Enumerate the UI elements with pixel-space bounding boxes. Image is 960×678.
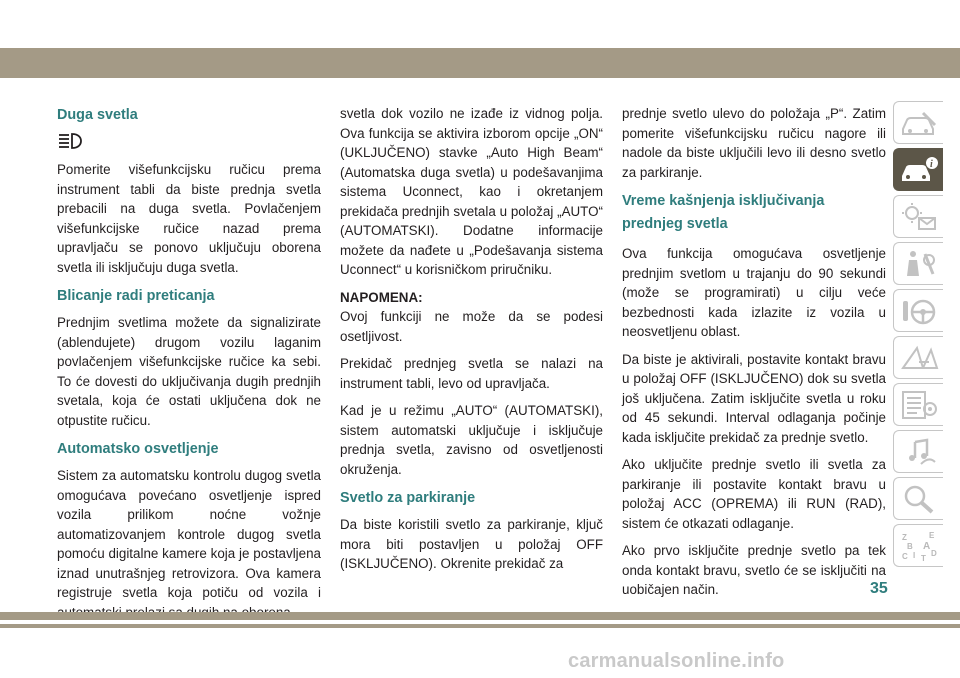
tab-steering-wheel[interactable]	[893, 289, 943, 332]
paragraph-delay-4: Ako prvo isključite prednje svetlo pa tek onda kontakt bravu, svetlo će se isključiti na uobičajen način.	[622, 543, 886, 597]
paragraph-auto-mode: Kad je u režimu „AUTO“ (AUTOMATSKI), sistem automatski uključuje i isključuje prednja svetla, zavisno od osvetljenosti okruženja.	[340, 403, 603, 477]
index-letter-b: B	[906, 541, 913, 551]
heading-parking-light: Svetlo za parkiranje	[340, 490, 476, 506]
index-letter-a: A	[922, 540, 930, 552]
tab-maintenance-checklist[interactable]	[893, 383, 943, 426]
tab-multimedia[interactable]	[893, 430, 943, 473]
chapter-tabs	[893, 101, 943, 571]
footer-band	[0, 612, 960, 620]
index-letter-z: Z	[901, 532, 907, 542]
footer-band-thin	[0, 624, 960, 628]
airbag-person-icon	[899, 248, 939, 280]
page-number: 35	[870, 580, 888, 597]
column-1	[57, 104, 321, 630]
heading-flash-to-pass: Blicanje radi preticanja	[57, 288, 215, 304]
column-2	[340, 104, 603, 582]
warning-lights-icon	[899, 201, 939, 233]
note-text: Ovoj funkciji ne može da se podesi osetljivost.	[340, 309, 603, 344]
heading-high-beam: Duga svetla	[57, 107, 138, 123]
paragraph-auto-high-beam-continued: svetla dok vozilo ne izađe iz vidnog polja. Ova funkcija se aktivira izborom opcije „ON“ (UKLJUČENO) stavke „Auto High Beam“ (Automatska duga svetla) u podešavanjima sistema Uconnect, kao i okretanjem prekidača prednjih svetala u položaj „AUTO“ (AUTOMATSKI). Dodatne informacije možete da nađete u „Podešavanja sistema Uconnect“ u korisničkom priručniku.	[340, 106, 603, 277]
tab-airbag-person[interactable]	[893, 242, 943, 285]
index-letter-e: E	[928, 530, 934, 540]
heading-automatic-lighting: Automatsko osvetljenje	[57, 441, 219, 457]
note-title: NAPOMENA:	[340, 289, 423, 305]
car-wrench-icon	[899, 107, 939, 139]
paragraph-delay-2: Da biste je aktivirali, postavite kontakt bravu u položaj OFF (ISKLJUČENO) dok su svetla još uključena. Zatim isključite svetla u roku od 45 sekundi. Interval odlaganja počinje kada isključite prekidač za prednje svetlo.	[622, 351, 886, 445]
tab-warning-lights[interactable]	[893, 195, 943, 238]
index-letter-d: D	[930, 548, 937, 558]
paragraph-flash-to-pass: Prednjim svetlima možete da signalizirate (ablendujete) drugom vozilu laganim povlačenjem višefunkcijske ručice ka sebi. To će dovesti do uključivanja dugih prednjih svetala, koja će ostati uključena dok ne otpustite ručicu.	[57, 315, 321, 428]
header-band	[0, 48, 960, 78]
tab-car-wrench[interactable]	[893, 101, 943, 144]
multimedia-icon	[899, 436, 939, 468]
index-letter-t: T	[920, 553, 926, 562]
car-info-icon	[899, 154, 939, 186]
paragraph-delay-1: Ova funkcija omogućava osvetljenje prednjim svetlom u trajanju do 90 sekundi (može se programirati) u cilju veće bezbednosti kada izlazite iz vozila u neosvetljenu oblast.	[622, 246, 886, 339]
roadside-warning-icon	[899, 342, 939, 374]
index-search-icon	[899, 483, 939, 515]
tab-index-search[interactable]	[893, 477, 943, 520]
alphabet-index-icon	[899, 530, 939, 562]
paragraph-parking-light: Da biste koristili svetlo za parkiranje, ključ mora biti postavljen u položaj OFF (ISKLJUČENO). Okrenite prekidač za	[340, 517, 603, 571]
tab-car-info[interactable]	[893, 148, 943, 191]
paragraph-parking-continued: prednje svetlo ulevo do položaja „P“. Zatim pomerite višefunkcijsku ručicu nagore ili nadole da biste uključili levo ili desno svetlo za parkiranje.	[622, 106, 886, 180]
paragraph-high-beam: Pomerite višefunkcijsku ručicu prema instrument tabli da biste prednja svetla prebacili na duga svetla. Povlačenjem višefunkcijske ručice nazad prema upravljaču se ponovo uključuju oborena svetla ili isključuju duga svetla.	[57, 162, 321, 275]
index-letter-c: C	[901, 551, 908, 561]
paragraph-headlight-switch: Prekidač prednjeg svetla se nalazi na instrument tabli, levo od upravljača.	[340, 356, 603, 391]
maintenance-checklist-icon	[899, 389, 939, 421]
paragraph-automatic-lighting: Sistem za automatsku kontrolu dugog svetla omogućava povećano osvetljenje ispred vozila prilikom noćne vožnje automatizovanjem kontrole dugog svetla pomoću digitalne kamere koja je postavljena iznad unutrašnjeg retrovizora. Ova kamera registruje svetla koja potiču od vozila i	[57, 468, 321, 600]
steering-wheel-icon	[899, 295, 939, 327]
index-letter-i: I	[912, 550, 915, 560]
heading-headlight-delay: Vreme kašnjenja isključivanja prednjeg svetla	[622, 193, 825, 232]
tab-roadside-warning[interactable]	[893, 336, 943, 379]
tab-alphabet-index[interactable]	[893, 524, 943, 567]
watermark: carmanualsonline.info	[568, 650, 785, 672]
svg-text:i: i	[929, 158, 933, 170]
column-3	[622, 104, 886, 608]
high-beam-icon	[57, 132, 83, 150]
paragraph-delay-3: Ako uključite prednje svetlo ili svetla za parkiranje ili postavite kontakt bravu u položaj ACC (OPREMA) ili RUN (RAD), sistem će otkazati odlaganje.	[622, 457, 886, 531]
